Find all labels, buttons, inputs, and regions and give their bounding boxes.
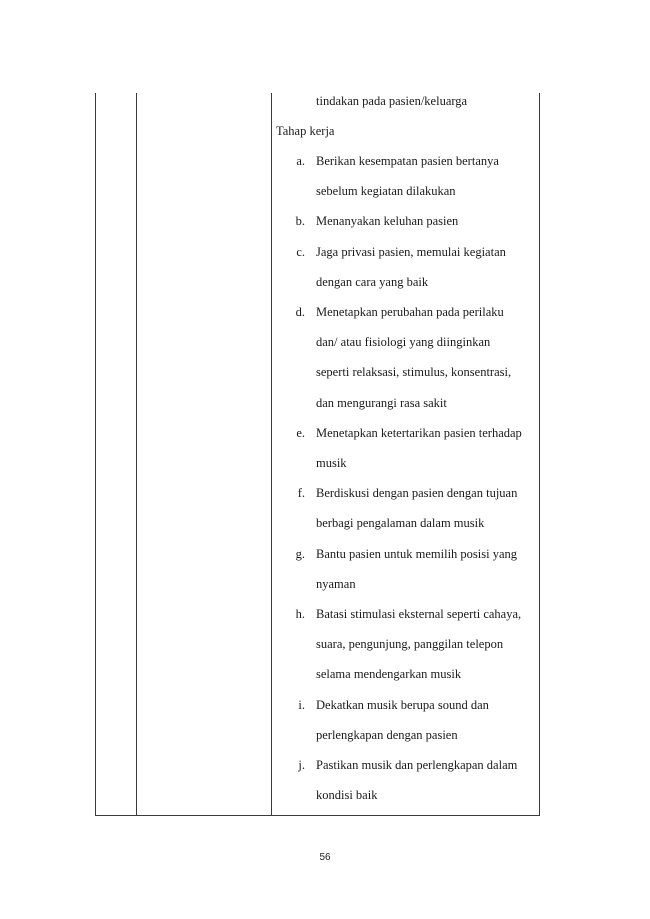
list-item-marker: g. bbox=[295, 546, 305, 561]
list-item-text: suara, pengunjung, panggilan telepon bbox=[316, 637, 504, 652]
list-item-text: Bantu pasien untuk memilih posisi yang bbox=[316, 546, 518, 561]
continuation-line: tindakan pada pasien/keluarga bbox=[316, 94, 468, 108]
list-item-marker: f. bbox=[297, 486, 305, 501]
list-item-text: Jaga privasi pasien, memulai kegiatan bbox=[316, 244, 506, 259]
list-item-text: selama mendengarkan musik bbox=[316, 667, 462, 682]
list-item-text: dengan cara yang baik bbox=[316, 274, 429, 289]
list-item-text: dan/ atau fisiologi yang diinginkan bbox=[316, 335, 491, 350]
list-item-text: Berikan kesempatan pasien bertanya bbox=[316, 154, 499, 168]
page-number: 56 bbox=[319, 852, 331, 863]
list-item-marker: h. bbox=[295, 607, 305, 621]
list-item-marker: e. bbox=[296, 425, 305, 440]
list-item-marker: i. bbox=[298, 697, 305, 712]
list-item-text: sebelum kegiatan dilakukan bbox=[316, 184, 456, 199]
list-item-text: Dekatkan musik berupa sound dan bbox=[316, 697, 489, 712]
list-item-text: kondisi baik bbox=[316, 788, 378, 803]
list-item-marker: j. bbox=[298, 758, 305, 772]
list-item-text: Menetapkan ketertarikan pasien terhadap bbox=[316, 425, 522, 440]
list-item-marker: a. bbox=[296, 154, 305, 168]
list-item-marker: c. bbox=[296, 244, 305, 259]
list-item-marker: b. bbox=[295, 214, 305, 229]
list-item-text: nyaman bbox=[316, 576, 356, 591]
list-item-text: Menetapkan perubahan pada perilaku bbox=[316, 305, 504, 319]
list-item-text: dan mengurangi rasa sakit bbox=[316, 395, 447, 410]
list-item-text: Menanyakan keluhan pasien bbox=[316, 214, 459, 229]
section-heading: Tahap kerja bbox=[276, 124, 335, 138]
list-item-text: musik bbox=[316, 456, 347, 470]
list-item-marker: d. bbox=[295, 305, 305, 319]
list-item-text: Pastikan musik dan perlengkapan dalam bbox=[316, 758, 518, 772]
list-item-text: perlengkapan dengan pasien bbox=[316, 727, 458, 742]
list-item-text: Berdiskusi dengan pasien dengan tujuan bbox=[316, 486, 518, 501]
list-item-text: seperti relaksasi, stimulus, konsentrasi, bbox=[316, 365, 512, 380]
list-item-text: berbagi pengalaman dalam musik bbox=[316, 516, 485, 531]
list-item-text: Batasi stimulasi eksternal seperti cahaya, bbox=[316, 607, 522, 621]
